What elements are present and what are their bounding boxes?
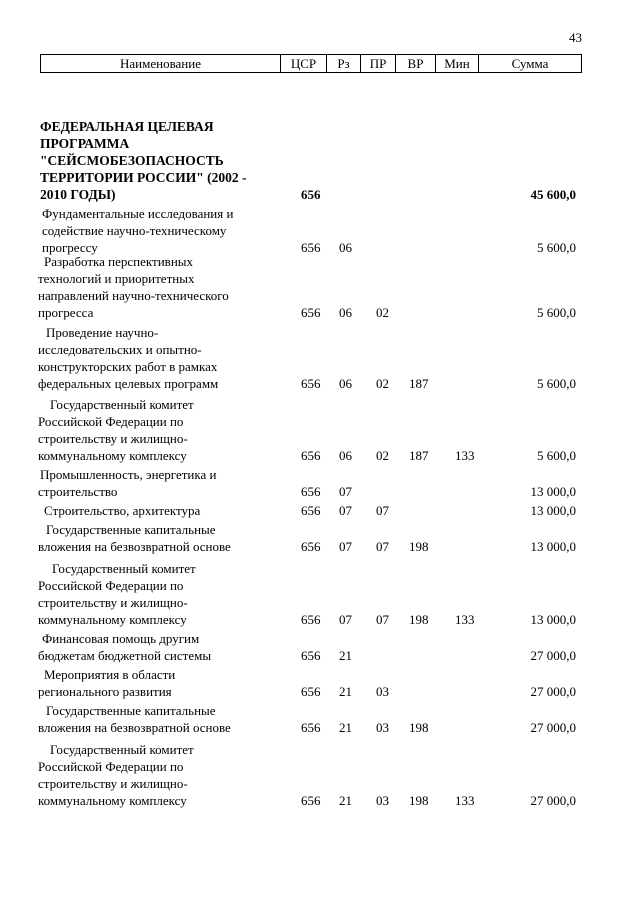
row-rz: 21 [339,720,352,735]
row-name-line: конструкторских работ в рамках [38,359,218,374]
row-name-line: регионального развития [38,684,172,699]
header-csr: ЦСР [281,55,327,73]
page-number: 43 [569,30,582,45]
row-name-line: Финансовая помощь другим [42,631,200,646]
row-name-line: вложения на безвозвратной основе [38,720,231,735]
row-name-line: Проведение научно- [46,325,159,340]
row-name-line: Государственные капитальные [46,522,216,537]
row-vr: 187 [409,376,429,391]
row-sum: 5 600,0 [537,305,576,320]
row-name-line: строительству и жилищно- [38,595,188,610]
row-name-line: Российской Федерации по [38,759,184,774]
row-name-line: Государственный комитет [50,397,194,412]
row-sum: 13 000,0 [530,503,576,518]
row-rz: 21 [339,793,352,808]
row-min: 133 [455,448,475,463]
header-min: Мин [436,55,479,73]
row-pr: 03 [376,720,389,735]
row-sum: 27 000,0 [530,684,576,699]
header-vr: ВР [396,55,436,73]
table-header [40,54,582,73]
row-name-line: Промышленность, энергетика и [40,467,217,482]
row-pr: 02 [376,376,389,391]
row-csr: 656 [301,484,321,499]
row-name-line: коммунальному комплексу [38,793,187,808]
row-name-line: "СЕЙСМОБЕЗОПАСНОСТЬ [40,153,224,168]
row-csr: 656 [301,720,321,735]
row-csr: 656 [301,187,321,202]
row-sum: 27 000,0 [530,720,576,735]
row-csr: 656 [301,539,321,554]
header-name: Наименование [41,55,281,73]
row-name-line: Российской Федерации по [38,578,184,593]
row-sum: 5 600,0 [537,240,576,255]
row-name-line: ПРОГРАММА [40,136,130,151]
row-csr: 656 [301,503,321,518]
row-csr: 656 [301,684,321,699]
row-rz: 06 [339,448,352,463]
row-min: 133 [455,612,475,627]
row-name-line: направлений научно-технического [38,288,229,303]
row-csr: 656 [301,240,321,255]
row-csr: 656 [301,648,321,663]
row-pr: 03 [376,793,389,808]
row-name-line: содействие научно-техническому [42,223,227,238]
row-pr: 07 [376,503,389,518]
row-rz: 07 [339,503,352,518]
row-name-line: ФЕДЕРАЛЬНАЯ ЦЕЛЕВАЯ [40,119,214,134]
row-name-line: Строительство, архитектура [44,503,201,518]
row-name-line: строительству и жилищно- [38,776,188,791]
row-rz: 21 [339,648,352,663]
row-name-line: федеральных целевых программ [38,376,219,391]
row-sum: 5 600,0 [537,376,576,391]
row-name-line: Государственные капитальные [46,703,216,718]
row-pr: 07 [376,612,389,627]
header-sum: Сумма [479,55,582,73]
row-csr: 656 [301,612,321,627]
row-pr: 02 [376,448,389,463]
row-sum: 27 000,0 [530,648,576,663]
row-rz: 07 [339,612,352,627]
row-name-line: технологий и приоритетных [38,271,195,286]
row-name-line: Фундаментальные исследования и [42,206,234,221]
row-sum: 45 600,0 [530,187,576,202]
row-csr: 656 [301,376,321,391]
row-pr: 03 [376,684,389,699]
row-name-line: исследовательских и опытно- [38,342,202,357]
row-vr: 198 [409,720,429,735]
row-sum: 13 000,0 [530,612,576,627]
row-sum: 27 000,0 [530,793,576,808]
row-name-line: коммунальному комплексу [38,448,187,463]
row-name-line: коммунальному комплексу [38,612,187,627]
row-sum: 5 600,0 [537,448,576,463]
row-min: 133 [455,793,475,808]
row-name-line: строительство [38,484,118,499]
row-name-line: прогрессу [42,240,98,255]
row-pr: 02 [376,305,389,320]
row-name-line: вложения на безвозвратной основе [38,539,231,554]
row-name-line: Государственный комитет [52,561,196,576]
row-rz: 21 [339,684,352,699]
row-csr: 656 [301,305,321,320]
row-name-line: Разработка перспективных [44,254,194,269]
row-vr: 187 [409,448,429,463]
row-rz: 06 [339,305,352,320]
row-name-line: ТЕРРИТОРИИ РОССИИ" (2002 - [40,170,247,185]
row-name-line: 2010 ГОДЫ) [40,187,116,202]
row-rz: 06 [339,376,352,391]
row-csr: 656 [301,448,321,463]
row-name-line: Мероприятия в области [44,667,176,682]
header-pr: ПР [361,55,396,73]
row-name-line: бюджетам бюджетной системы [38,648,212,663]
row-rz: 06 [339,240,352,255]
row-vr: 198 [409,793,429,808]
row-vr: 198 [409,612,429,627]
row-sum: 13 000,0 [530,484,576,499]
row-vr: 198 [409,539,429,554]
row-name-line: Российской Федерации по [38,414,184,429]
row-name-line: прогресса [38,305,94,320]
row-name-line: Государственный комитет [50,742,194,757]
row-sum: 13 000,0 [530,539,576,554]
row-rz: 07 [339,539,352,554]
row-name-line: строительству и жилищно- [38,431,188,446]
row-rz: 07 [339,484,352,499]
header-rz: Рз [327,55,361,73]
row-pr: 07 [376,539,389,554]
row-csr: 656 [301,793,321,808]
